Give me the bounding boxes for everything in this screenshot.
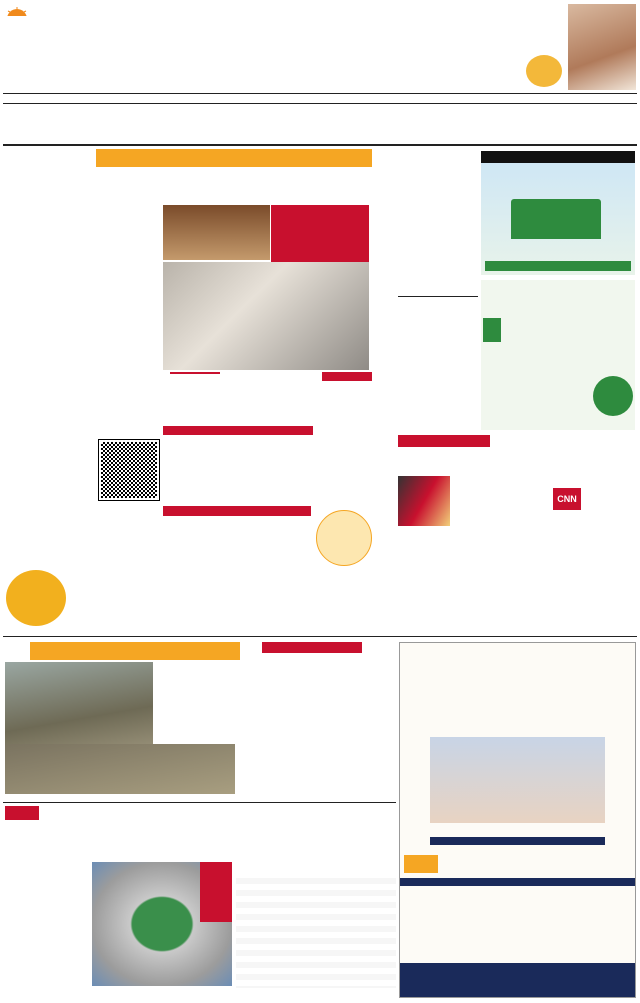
cng-number xyxy=(483,318,501,342)
market-label xyxy=(163,426,313,435)
actress-photo xyxy=(568,4,636,90)
vaishno-kicker xyxy=(262,642,362,653)
left-column xyxy=(5,148,93,414)
tariff-subhead xyxy=(98,205,158,245)
manali-headline[interactable] xyxy=(30,642,240,660)
tariff-kicker xyxy=(96,149,372,167)
cnn-logo-icon: CNN xyxy=(553,488,581,510)
programs-bar xyxy=(400,878,635,886)
inext-banner xyxy=(288,105,508,139)
cng-head xyxy=(481,151,635,163)
epc-body xyxy=(163,380,318,420)
sun-logo-icon xyxy=(6,4,28,16)
challenge-label xyxy=(163,506,311,516)
gold-story xyxy=(5,150,93,254)
tariff-body xyxy=(98,248,160,378)
qr-code[interactable] xyxy=(99,440,159,500)
cwg-kicker xyxy=(5,806,39,820)
placement-badge xyxy=(404,855,438,873)
cng-station-illustration xyxy=(481,163,635,275)
info-bar xyxy=(5,94,635,102)
us-body xyxy=(400,202,478,294)
highway-photo xyxy=(5,744,235,794)
cwg-body xyxy=(5,880,89,998)
dateline xyxy=(3,18,98,27)
loom-photo xyxy=(163,262,369,370)
surat-label xyxy=(322,372,372,381)
ad-footer xyxy=(400,963,635,997)
station-canopy xyxy=(511,199,601,239)
economy-body xyxy=(400,353,478,423)
png-target xyxy=(485,261,631,271)
vaishno-body xyxy=(250,740,394,794)
epc-label xyxy=(170,372,220,374)
vehicle-growth-circle xyxy=(593,376,633,416)
fabric-photo xyxy=(163,205,270,260)
cwg-year-box xyxy=(200,862,232,922)
forensic-file-badge[interactable] xyxy=(6,570,66,626)
cng-panel xyxy=(481,280,635,430)
cwg-columns xyxy=(236,878,396,988)
western-body xyxy=(398,528,548,608)
students-photo xyxy=(430,737,605,823)
western-media-label xyxy=(398,435,490,447)
hindustan-campus-ad[interactable] xyxy=(399,642,636,998)
weather xyxy=(453,109,508,122)
tariff-percent-circle xyxy=(316,510,372,566)
tariffs-photo xyxy=(398,476,450,526)
price-badge xyxy=(526,55,562,87)
aadhaar-story xyxy=(5,258,93,324)
apl-story xyxy=(5,328,93,414)
tariff-stat-box xyxy=(271,205,369,265)
